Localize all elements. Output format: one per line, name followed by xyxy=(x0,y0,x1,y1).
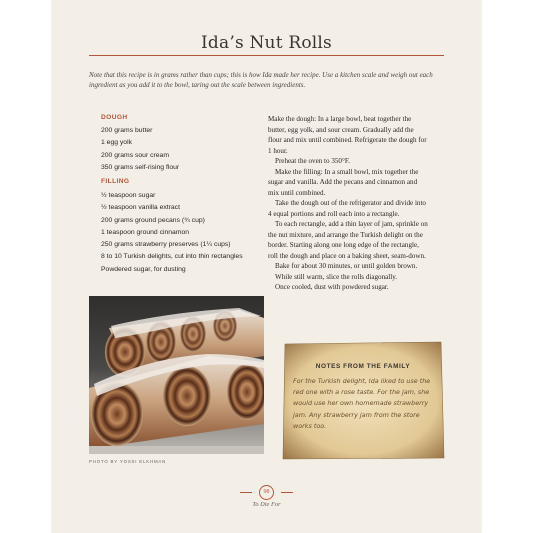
ingredient-item: ½ teaspoon vanilla extract xyxy=(101,204,180,212)
notes-body: For the Turkish delight, Ida liked to use the red one with a rose taste. For the jam, she would use her own homemade strawberry jam. Any strawberry jam from the store works too. xyxy=(293,377,431,430)
ingredient-item: 200 grams ground pecans (¾ cup) xyxy=(101,216,205,224)
ingredient-item: 350 grams self-rising flour xyxy=(101,163,180,171)
method-step: Make the filling: In a small bowl, mix together the sugar and vanilla. Add the pecans and cinnamon and mix until combined. xyxy=(268,167,419,197)
method-step: While still warm, slice the rolls diagonally. xyxy=(275,272,398,281)
ingredient-item: 200 grams butter xyxy=(101,127,153,134)
method-text xyxy=(268,114,428,293)
dough-heading: DOUGH xyxy=(101,114,128,121)
method-step: Make the dough: In a large bowl, beat together the butter, egg yolk, and sour cream. Gradually add the flour and mix until combined. Refrigerate the dough for 1 hour. xyxy=(268,115,427,155)
nut-rolls-photo xyxy=(89,296,264,454)
method-step: Bake for about 30 minutes, or until golden brown. xyxy=(275,262,418,270)
method-step: Once cooled, dust with powdered sugar. xyxy=(275,283,389,291)
recipe-page xyxy=(52,0,481,533)
ingredient-item: ½ teaspoon sugar xyxy=(101,192,156,199)
recipe-intro: Note that this recipe is in grams rather than cups; this is how Ida made her recipe. Use a kitchen scale and weigh out each ingredient as you add it to the bowl, taring out the scale between ingredients. xyxy=(89,71,433,90)
ingredient-item: 1 egg yolk xyxy=(101,139,132,147)
dough-ingredient-list xyxy=(101,125,179,174)
method-step: Take the dough out of the refrigerator and divide into 4 equal portions and roll each into a rectangle. xyxy=(268,199,426,218)
ingredient-item: 1 teaspoon ground cinnamon xyxy=(101,228,190,236)
notes-heading: NOTES FROM THE FAMILY xyxy=(315,363,411,370)
title-rule xyxy=(89,55,444,56)
page-number-value: 98 xyxy=(259,485,274,500)
ingredient-item: Powdered sugar, for dusting xyxy=(101,265,186,273)
book-title-footer: To Die For xyxy=(252,501,281,508)
method-step: Preheat the oven to 350°F. xyxy=(275,157,350,165)
photo-credit: PHOTO BY YOSSI ELKHMAN xyxy=(89,459,167,464)
page-number xyxy=(52,485,481,500)
ingredient-item: 250 grams strawberry preserves (1¼ cups) xyxy=(101,241,231,249)
method-step: To each rectangle, add a thin layer of jam, sprinkle on the nut mixture, and arrange the Turkish delight on the border. Starting along one long edge of the rectangle, roll the dough and place on a baking sheet, seam-down. xyxy=(268,220,428,260)
family-notes-card xyxy=(281,340,445,460)
ingredient-item: 200 grams sour cream xyxy=(101,151,169,159)
recipe-title: Ida’s Nut Rolls xyxy=(201,33,332,53)
filling-ingredient-list xyxy=(101,190,243,276)
ingredient-item: 8 to 10 Turkish delights, cut into thin rectangles xyxy=(101,253,243,261)
filling-heading: FILLING xyxy=(101,178,130,185)
